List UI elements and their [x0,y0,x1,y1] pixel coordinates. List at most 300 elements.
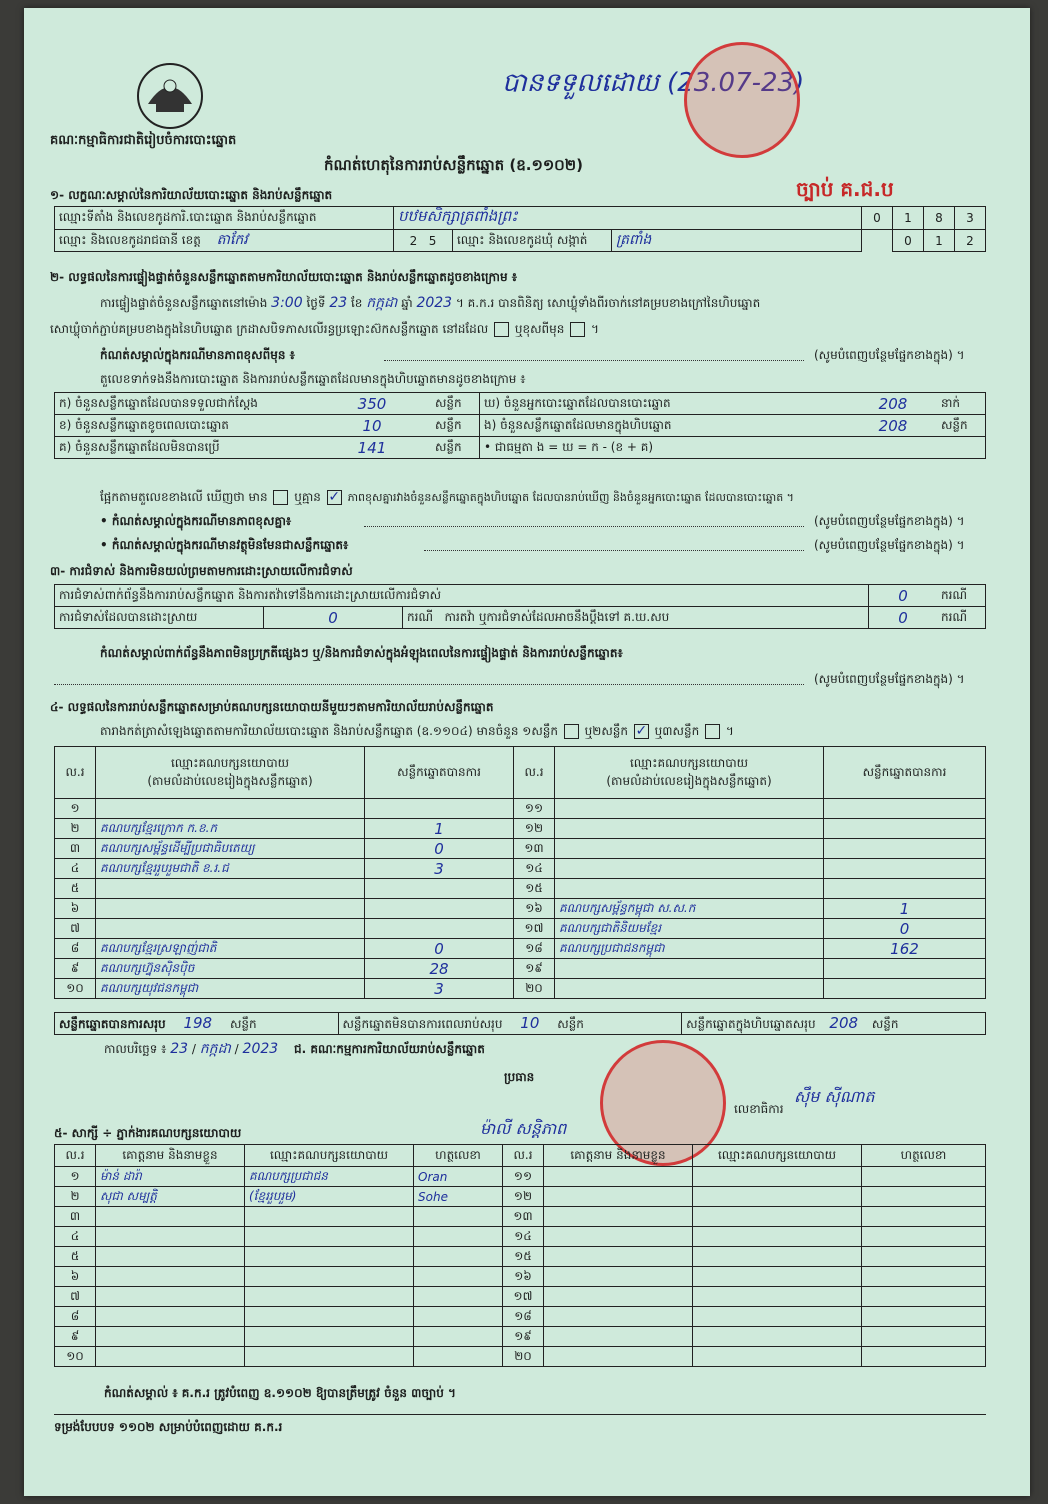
witness-right-party [693,1307,862,1327]
result-right-no: ១៨ [514,939,555,959]
w-col-sign-right: ហត្ថលេខា [862,1145,986,1167]
count-d-value: 208 [849,393,937,415]
date-month: កក្កដា [199,1041,231,1057]
col-votes-left: សន្លឹកឆ្នោតបានការ [365,747,514,799]
form-sheet [24,8,1030,1496]
committee-name: គណៈកម្មាធិការជាតិរៀបចំការបោះឆ្នោត [50,133,237,148]
result-left-votes: 3 [365,859,514,879]
section4-subtitle: តារាងកត់ត្រាសំឡេងឆ្នោតតាមការិយាល័យបោះឆ្នោត និងរាប់សន្លឹកឆ្នោត (ឧ.១១០៤) មានចំនួន ១សន្លឹក ឬ២សន្លឹក ✓ ឬ៣សន្លឹក ។ [100,723,734,739]
witness-row [55,1247,986,1267]
result-left-votes [365,799,514,819]
two-sheets-checkbox-checked: ✓ [635,723,648,739]
col-party-right [555,747,824,799]
objections-table [54,584,986,629]
witness-right-sign [862,1207,986,1227]
total-box-value: 208 [829,1013,859,1032]
province-label-text: ឈ្មោះ និងលេខកូដរាជធានី ខេត្ត [59,233,201,247]
date-year: 2023 [242,1041,279,1057]
witness-right-party [693,1327,862,1347]
witness-table [54,1144,986,1367]
irregularity-fill: (សូមបំពេញបន្ថែមផ្នែកខាងក្នុង) ។ [814,672,965,686]
compare-text-b: ឬគ្មាន [294,490,321,504]
note-bullet-1: • កំណត់សម្គាល់ក្នុងករណីមានភាពខុសគ្នា៖ [100,514,292,528]
signing-date: កាលបរិច្ឆេទ ៖ 23 / កក្កដា / 2023 ជ. គណៈកម្មការការិយាល័យរាប់សន្លឹកឆ្នោត [104,1041,485,1057]
counts-table [54,392,986,459]
result-row [55,879,986,899]
witness-left-no: ៧ [55,1287,96,1307]
result-left-party [96,879,365,899]
province-name: តាកែវ [216,232,248,248]
province-code-1: 2 [409,233,418,248]
witness-left-name: សុជា សម្បត្តិ [96,1187,245,1207]
result-left-no: ១០ [55,979,96,999]
result-right-votes: 162 [824,939,986,959]
w-col-sign-left: ហត្ថលេខា [414,1145,503,1167]
witness-right-no: ១៣ [503,1207,544,1227]
witness-left-no: ៩ [55,1327,96,1347]
result-left-votes: 3 [365,979,514,999]
witness-left-name [96,1267,245,1287]
form-title: កំណត់ហេតុនៃការរាប់សន្លឹកឆ្នោត (ឧ.១១០២) [324,156,584,174]
verification-line-2: សោឃ្លុំចាក់ភ្ជាប់គម្របខាងក្នុងនៃហិបឆ្នោត ក្រដាសបិទភាសលើរន្ធប្រឡោះស៊កសន្លឹកឆ្នោត នៅដដែល ឬខុសពីមុន ។ [50,322,599,336]
witness-right-sign [862,1247,986,1267]
result-row [55,819,986,839]
form-footer: ទម្រង់បែបបទ ១១០២ សម្រាប់បំពេញដោយ គ.ក.រ [54,1420,283,1434]
result-right-party [555,979,824,999]
witness-right-name [544,1247,693,1267]
commune-name: ត្រពាំង [612,230,862,252]
note-bullet-2: • កំណត់សម្គាល់ក្នុងករណីមានវត្ថុមិនមែនជាសន្លឹកឆ្នោត៖ [100,538,349,552]
witness-left-name [96,1287,245,1307]
witness-left-sign: Oran [414,1167,503,1187]
witness-row [55,1167,986,1187]
witness-right-sign [862,1227,986,1247]
result-right-party [555,959,824,979]
secretary-label: លេខាធិការ [734,1102,784,1116]
result-left-party: គណបក្សខ្មែរស្រឡាញ់ជាតិ [96,939,365,959]
date-day: 23 [170,1041,189,1057]
count-c-unit: សន្លឹក [431,437,480,459]
official-stamp-top [684,42,800,158]
station-code-1: 0 [862,207,893,230]
result-right-party [555,859,824,879]
spacer [862,230,893,252]
verify-text-a: ការផ្ទៀងផ្ទាត់ចំនួនសន្លឹកឆ្នោតនៅម៉ោង [100,296,268,310]
table-intro: តួលេខទាក់ទងនឹងការបោះឆ្នោត និងការរាប់សន្លឹកឆ្នោតដែលមានក្នុងហិបឆ្នោតមានដូចខាងក្រោម ៖ [100,372,526,386]
w-col-name-left: គោត្តនាម និងនាមខ្លួន [96,1145,245,1167]
result-left-no: ១ [55,799,96,819]
received-note: បានទទួលដោយ (23.07-23) [502,68,805,98]
witness-row [55,1267,986,1287]
witness-left-party [245,1307,414,1327]
province-label [55,230,394,252]
result-left-party: គណបក្សខ្មែររួបរួមជាតិ ខ.រ.ជ [96,859,365,879]
witness-right-no: ១៧ [503,1287,544,1307]
objection-row2-label: ការជំទាស់ដែលបានដោះស្រាយ [55,607,264,629]
w-col-party-left: ឈ្មោះគណបក្សនយោបាយ [245,1145,414,1167]
result-right-party: គណបក្សសម្ព័ន្ធកម្ពុជា ស.ស.ក [555,899,824,919]
witness-right-sign [862,1347,986,1367]
has-diff-checkbox [273,490,288,505]
commune-code-2: 1 [924,230,955,252]
witness-right-name [544,1287,693,1307]
witness-left-party [245,1227,414,1247]
witness-left-no: ២ [55,1187,96,1207]
result-left-no: ៤ [55,859,96,879]
result-left-votes [365,879,514,899]
station-code-4: 3 [955,207,986,230]
result-left-party: គណបក្សហ្វ៊ុនស៊ិនប៉ិច [96,959,365,979]
result-right-votes [824,959,986,979]
total-invalid-cell [338,1013,682,1035]
witness-left-party [245,1267,414,1287]
witness-left-sign [414,1287,503,1307]
total-box-unit: សន្លឹក [871,1016,899,1031]
objection-row2-value: 0 [264,607,403,629]
section3-title: ៣- ការជំទាស់ និងការមិនយល់ព្រមតាមការដោះស្រាយលើការជំទាស់ [50,564,353,578]
compare-text-a: ផ្អែកតាមតួលេខខាងលើ ឃើញថា មាន [100,490,268,504]
total-invalid-label: សន្លឹកឆ្នោតមិនបានការពេលរាប់សរុប [342,1016,503,1031]
witness-right-sign [862,1307,986,1327]
result-left-party: គណបក្សសម្ព័ន្ធដើម្បីប្រជាធិបតេយ្យ [96,839,365,859]
w-col-no-right: ល.រ [503,1145,544,1167]
witness-right-name [544,1207,693,1227]
result-right-no: ១៣ [514,839,555,859]
result-row [55,919,986,939]
col-party-left-title: ឈ្មោះគណបក្សនយោបាយ [170,755,290,770]
witness-left-sign [414,1327,503,1347]
col-votes-right: សន្លឹកឆ្នោតបានការ [824,747,986,799]
total-invalid-unit: សន្លឹក [557,1016,584,1031]
result-row [55,799,986,819]
count-b-label: ខ) ចំនួនសន្លឹកឆ្នោតខូចពេលបោះឆ្នោត [55,415,314,437]
result-left-no: ២ [55,819,96,839]
section1-title: ១- លក្ខណៈសម្គាល់នៃការិយាល័យបោះឆ្នោត និងរាប់សន្លឹកឆ្នោត [50,188,333,202]
witness-left-no: ៤ [55,1227,96,1247]
total-valid-unit: សន្លឹក [229,1016,257,1031]
province-code-2: 5 [428,233,437,248]
result-right-no: ១៤ [514,859,555,879]
col-party-left [96,747,365,799]
date-suffix: ជ. គណៈកម្មការការិយាល័យរាប់សន្លឹកឆ្នោត [294,1042,485,1056]
verify-year: 2023 [416,295,453,311]
col-no-left: ល.រ [55,747,96,799]
witness-right-no: ១៤ [503,1227,544,1247]
results-body [55,799,986,999]
result-row [55,939,986,959]
result-right-votes [824,879,986,899]
secretary-name: ស៊ឹម ស៊ីណាត [794,1087,875,1106]
copy-label: ច្បាប់ គ.ជ.ប [796,177,894,201]
note-bullet-2-fill: (សូមបំពេញបន្ថែមផ្នែកខាងក្នុង) ។ [814,538,965,552]
count-b-unit: សន្លឹក [431,415,480,437]
count-d-label: ឃ) ចំនួនអ្នកបោះឆ្នោតដែលបានបោះឆ្នោត [480,393,850,415]
result-left-party [96,799,365,819]
witness-row [55,1307,986,1327]
result-left-votes [365,899,514,919]
result-right-no: ២០ [514,979,555,999]
witness-left-name [96,1247,245,1267]
two-sheets-text: ឬ២សន្លឹក [584,724,629,738]
result-right-party: គណបក្សប្រជាជនកម្ពុជា [555,939,824,959]
note-bullet-2-line [424,550,804,551]
irregularity-line [54,684,804,685]
witness-left-sign [414,1247,503,1267]
result-right-no: ១៩ [514,959,555,979]
witness-left-name [96,1307,245,1327]
result-row [55,859,986,879]
count-a-unit: សន្លឹក [431,393,480,415]
seal-status-text: សោឃ្លុំចាក់ភ្ជាប់គម្របខាងក្នុងនៃហិបឆ្នោត ក្រដាសបិទភាសលើរន្ធប្រឡោះស៊កសន្លឹកឆ្នោត នៅដដែល [50,322,489,336]
witness-right-name [544,1167,693,1187]
result-right-no: ១៦ [514,899,555,919]
w-col-no-left: ល.រ [55,1145,96,1167]
witness-right-sign [862,1187,986,1207]
witness-left-name [96,1347,245,1367]
station-code-2: 1 [893,207,924,230]
verification-line-1 [100,296,760,310]
verify-day: 23 [329,295,348,311]
note-bullet-1-fill: (សូមបំពេញបន្ថែមផ្នែកខាងក្នុង) ។ [814,514,965,528]
witness-right-party [693,1207,862,1227]
col-party-right-sub: (តាមលំដាប់លេខរៀងក្នុងសន្លឹកឆ្នោត) [606,773,772,788]
objection-row2b-value: 0 [869,607,938,629]
witness-left-name [96,1207,245,1227]
count-a-label: ក) ចំនួនសន្លឹកឆ្នោតដែលបានទទួលជាក់ស្តែង [55,393,314,415]
count-c-label: គ) ចំនួនសន្លឹកឆ្នោតដែលមិនបានប្រើ [55,437,314,459]
compare-line [100,490,794,505]
witness-right-sign [862,1287,986,1307]
diff-note-fill: (សូមបំពេញបន្ថែមផ្នែកខាងក្នុង) ។ [814,348,965,362]
witness-right-party [693,1187,862,1207]
result-row [55,839,986,859]
result-left-no: ៥ [55,879,96,899]
witness-left-sign: Sohe [414,1187,503,1207]
count-d-unit: នាក់ [937,393,986,415]
witness-right-party [693,1247,862,1267]
commune-label: ឈ្មោះ និងលេខកូដឃុំ សង្កាត់ [453,230,612,252]
verify-text-c: ខែ [350,296,363,310]
witness-right-no: ២០ [503,1347,544,1367]
result-row [55,959,986,979]
result-right-no: ១៥ [514,879,555,899]
witness-left-party: គណបក្សប្រជាជន [245,1167,414,1187]
col-party-right-title: ឈ្មោះគណបក្សនយោបាយ [629,755,749,770]
witness-right-sign [862,1267,986,1287]
witness-left-no: ៣ [55,1207,96,1227]
objection-row2b-text: ការតវ៉ា ឬការជំទាស់ដែលអាចនឹងប្តឹងទៅ គ.ឃ.សប [444,609,670,624]
result-left-party: គណបក្សយុវជនកម្ពុជា [96,979,365,999]
result-row [55,979,986,999]
station-name: បឋមសិក្សាត្រពាំងព្រះ [394,207,862,230]
result-left-party [96,899,365,919]
verify-time: 3:00 [271,295,303,311]
witness-right-party [693,1287,862,1307]
compare-text-c: ភាពខុសគ្នារវាងចំនួនសន្លឹកឆ្នោតក្នុងហិបឆ្នោត ដែលបានរាប់ឃើញ និងចំនួនអ្នកបោះឆ្នោត ដែលបានបោះឆ្នោត ។ [347,491,794,504]
result-left-no: ៩ [55,959,96,979]
date-prefix: កាលបរិច្ឆេទ ៖ [104,1042,167,1056]
total-box-cell [682,1013,986,1035]
witness-left-party [245,1327,414,1347]
witness-body [55,1167,986,1367]
result-left-votes: 0 [365,939,514,959]
diff-note-label: កំណត់សម្គាល់ក្នុងករណីមានភាពខុសពីមុន ៖ [100,348,295,362]
result-left-votes: 0 [365,839,514,859]
witness-right-party [693,1167,862,1187]
witness-row [55,1327,986,1347]
witness-row [55,1187,986,1207]
result-left-votes [365,919,514,939]
witness-right-party [693,1267,862,1287]
witness-right-name [544,1227,693,1247]
verify-text-b: ថ្ងៃទី [306,296,326,310]
totals-table [54,1012,986,1035]
w-col-party-right: ឈ្មោះគណបក្សនយោបាយ [693,1145,862,1167]
witness-left-party [245,1347,414,1367]
sheets-count-text: តារាងកត់ត្រាសំឡេងឆ្នោតតាមការិយាល័យបោះឆ្នោត និងរាប់សន្លឹកឆ្នោត (ឧ.១១០៤) មានចំនួន ១សន្លឹក [100,724,558,738]
witness-right-name [544,1327,693,1347]
witness-left-name: ម៉ាន់ ដារ៉ា [96,1167,245,1187]
changed-checkbox [570,322,585,337]
witness-left-party [245,1247,414,1267]
objection-row2b-unit: ករណី [937,607,986,629]
result-left-no: ៦ [55,899,96,919]
witness-left-no: ៥ [55,1247,96,1267]
station-code-3: 8 [924,207,955,230]
witness-left-no: ១០ [55,1347,96,1367]
result-right-party [555,839,824,859]
footer-note: កំណត់សម្គាល់ ៖ គ.ក.រ ត្រូវបំពេញ ឧ.១១០២ ឱ្យបានត្រឹមត្រូវ ចំនួន ៣ច្បាប់ ។ [104,1386,456,1400]
total-valid-value: 198 [183,1013,213,1032]
section2-title: ២- លទ្ធផលនៃការផ្ទៀងផ្ទាត់ចំនួនសន្លឹកឆ្នោតតាមការិយាល័យបោះឆ្នោត និងរាប់សន្លឹកឆ្នោតដូចខាងក្រោម ៖ [50,270,518,284]
irregularity-note: កំណត់សម្គាល់ពាក់ព័ន្ធនឹងភាពមិនប្រក្រតីផ្សេងៗ ឬ/និងការជំទាស់ក្នុងអំឡុងពេលនៃការផ្ទៀងផ្ទាត់ និងការរាប់សន្លឹកឆ្នោត៖ [100,646,623,660]
objection-row1-value: 0 [869,585,938,607]
station-label: ឈ្មោះទីតាំង និងលេខកូដការិ.បោះឆ្នោត និងរាប់សន្លឹកឆ្នោត [55,207,394,230]
witness-right-party [693,1347,862,1367]
result-left-no: ៨ [55,939,96,959]
total-valid-label: សន្លឹកឆ្នោតបានការសរុប [59,1016,166,1031]
footer-rule [54,1414,986,1415]
witness-right-name [544,1307,693,1327]
result-left-party: គណបក្សខ្មែរក្រោក ក.ខ.ក [96,819,365,839]
witness-right-no: ១៩ [503,1327,544,1347]
province-code [394,230,453,252]
result-right-votes [824,799,986,819]
witness-right-name [544,1187,693,1207]
objection-row2-label-b [403,607,869,629]
formula-note: • ជាធម្មតា ង = ឃ = ក - (ខ + គ) [480,437,986,459]
no-diff-checkbox-checked: ✓ [328,489,341,505]
count-e-value: 208 [849,415,937,437]
col-party-left-sub: (តាមលំដាប់លេខរៀងក្នុងសន្លឹកឆ្នោត) [147,773,313,788]
witness-right-name [544,1347,693,1367]
count-e-label: ង) ចំនួនសន្លឹកឆ្នោតដែលមានក្នុងហិបឆ្នោត [480,415,850,437]
result-right-party: គណបក្សជាតិនិយមខ្មែរ [555,919,824,939]
witness-right-no: ១១ [503,1167,544,1187]
total-valid-cell [55,1013,339,1035]
witness-left-no: ៨ [55,1307,96,1327]
result-left-votes: 1 [365,819,514,839]
verify-text-d: ឆ្នាំ [401,296,413,310]
commune-code-3: 2 [955,230,986,252]
one-sheet-checkbox [564,724,579,739]
result-left-no: ៧ [55,919,96,939]
witness-left-name [96,1327,245,1347]
witness-left-party [245,1287,414,1307]
three-sheets-text: ឬ៣សន្លឹក [654,724,700,738]
witness-row [55,1227,986,1247]
results-table [54,746,986,999]
section4-title: ៤- លទ្ធផលនៃការរាប់សន្លឹកឆ្នោតសម្រាប់គណបក្សនយោបាយនីមួយៗតាមការិយាល័យរាប់សន្លឹកឆ្នោត [50,700,494,714]
president-name: ម៉ាលី សន្តិភាព [480,1119,567,1138]
witness-right-no: ១៦ [503,1267,544,1287]
witness-right-no: ១២ [503,1187,544,1207]
witness-left-sign [414,1307,503,1327]
witness-row [55,1347,986,1367]
result-right-votes [824,979,986,999]
result-left-votes: 28 [365,959,514,979]
col-no-right: ល.រ [514,747,555,799]
same-checkbox [494,322,509,337]
witness-right-sign [862,1167,986,1187]
note-bullet-1-line [364,526,804,527]
count-a-value: 350 [313,393,431,415]
result-right-votes [824,859,986,879]
nec-logo-icon [134,60,206,132]
result-row [55,899,986,919]
witness-left-sign [414,1227,503,1247]
witness-left-name [96,1227,245,1247]
result-right-votes [824,839,986,859]
result-right-votes: 1 [824,899,986,919]
witness-left-sign [414,1347,503,1367]
witness-right-name [544,1267,693,1287]
objection-row1-unit: ករណី [937,585,986,607]
section1-table [54,206,986,252]
result-right-no: ១៧ [514,919,555,939]
three-sheets-checkbox [705,724,720,739]
witness-right-sign [862,1327,986,1347]
total-box-label: សន្លឹកឆ្នោតក្នុងហិបឆ្នោតសរុប [686,1016,816,1031]
witness-left-sign [414,1207,503,1227]
verify-month: កក្កដា [366,295,398,311]
count-e-unit: សន្លឹក [937,415,986,437]
count-b-value: 10 [313,415,431,437]
witness-left-party [245,1207,414,1227]
witness-left-no: ៦ [55,1267,96,1287]
witness-row [55,1287,986,1307]
diff-note-line [384,360,804,361]
result-right-no: ១១ [514,799,555,819]
changed-text: ឬខុសពីមុន [514,322,565,336]
result-right-no: ១២ [514,819,555,839]
witness-right-no: ១៥ [503,1247,544,1267]
witness-left-sign [414,1267,503,1287]
witness-left-party: (ខ្មែររួបរួម) [245,1187,414,1207]
result-right-party [555,819,824,839]
result-right-party [555,799,824,819]
result-right-party [555,879,824,899]
witness-right-party [693,1227,862,1247]
objection-row2-unit: ករណី [407,609,434,624]
w-col-name-right: គោត្តនាម និងនាមខ្លួន [544,1145,693,1167]
verify-text-e: ។ គ.ក.រ បានពិនិត្យ សោឃ្លុំទាំងពីរចាក់នៅគម្របខាងក្រៅនៃហិបឆ្នោត [455,296,761,310]
witness-row [55,1207,986,1227]
objection-row1-label: ការជំទាស់ពាក់ព័ន្ធនឹងការរាប់សន្លឹកឆ្នោត និងការតវ៉ាទៅនឹងការដោះស្រាយលើការជំទាស់ [55,585,869,607]
total-invalid-value: 10 [520,1013,540,1032]
result-right-votes [824,819,986,839]
result-left-no: ៣ [55,839,96,859]
